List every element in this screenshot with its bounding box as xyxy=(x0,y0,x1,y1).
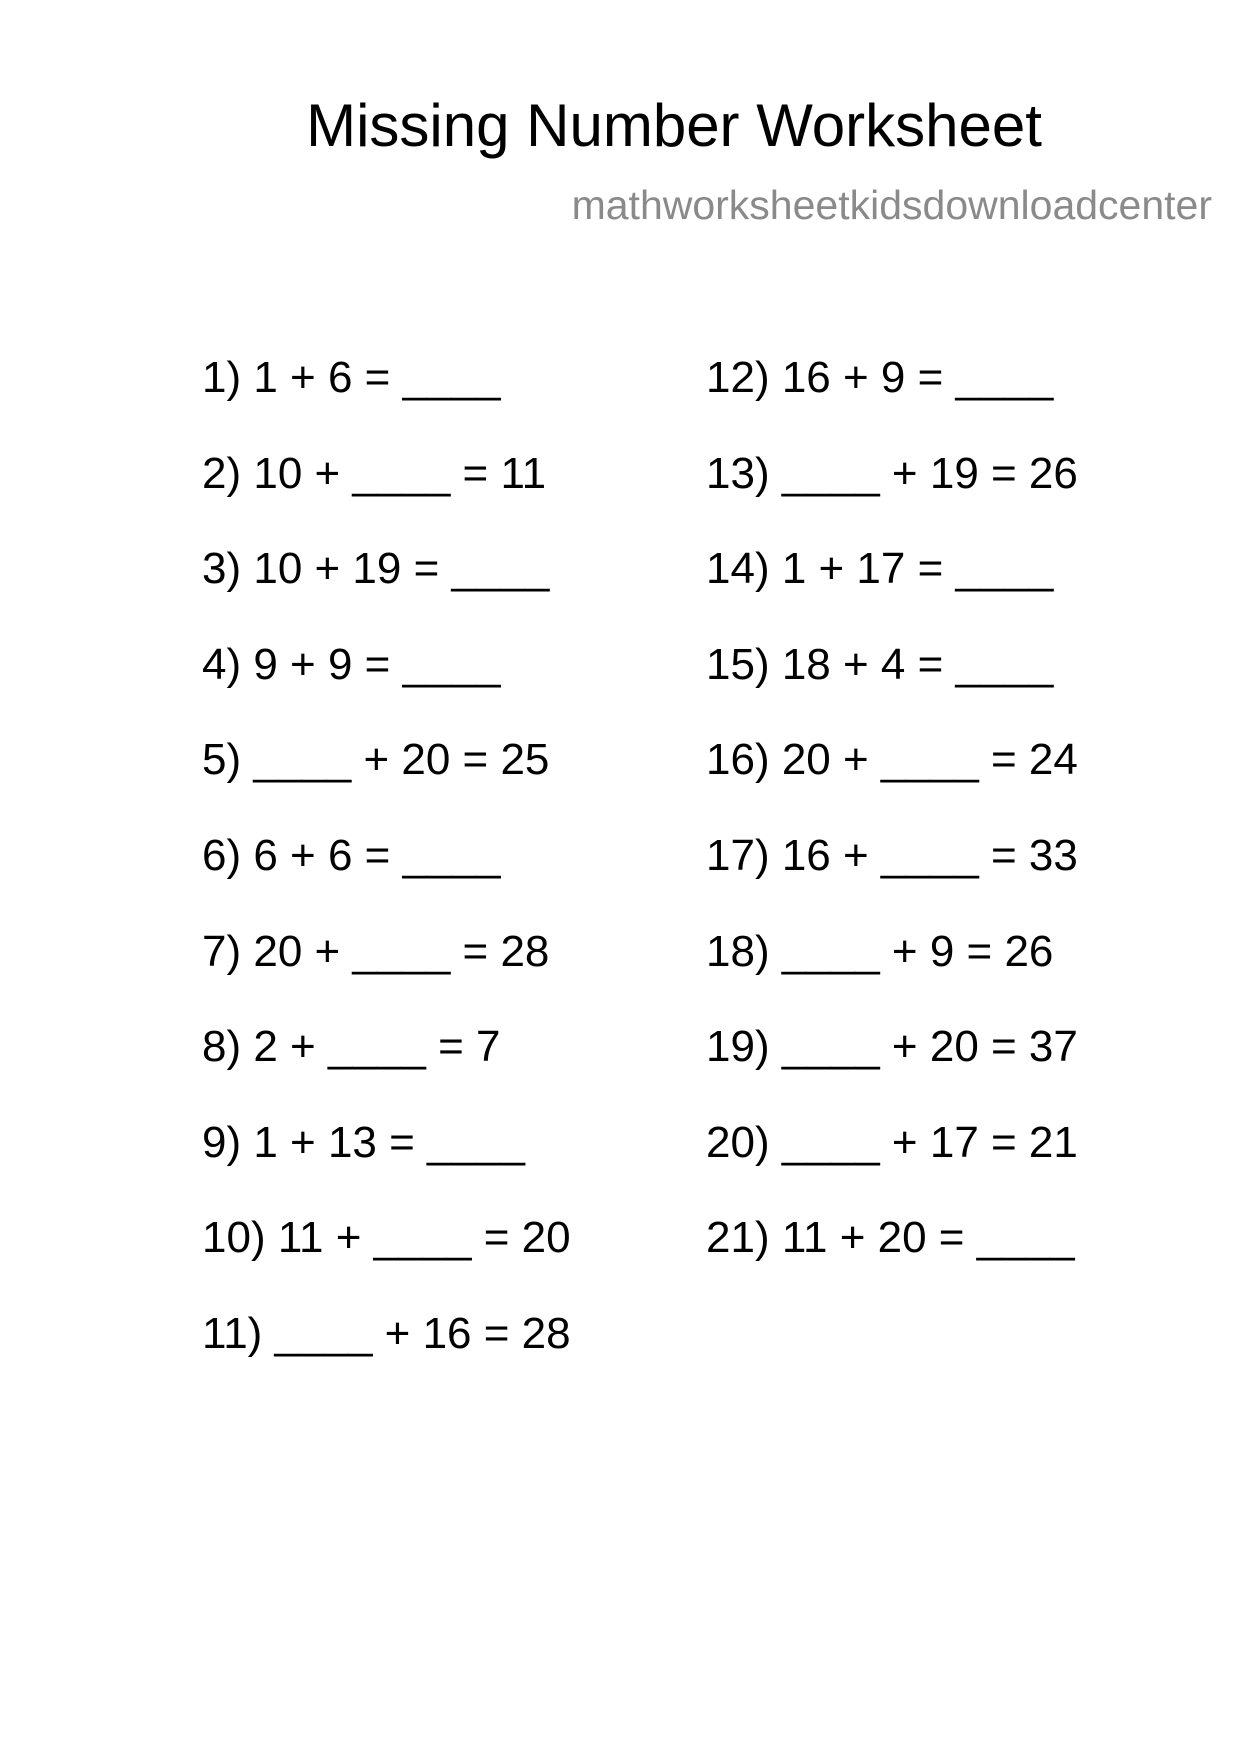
question: 4) 9 + 9 = ____ xyxy=(202,639,501,689)
question: 18) ____ + 9 = 26 xyxy=(706,926,1054,976)
question: 16) 20 + ____ = 24 xyxy=(706,735,1078,785)
right-question-column xyxy=(706,353,1078,1312)
question: 8) 2 + ____ = 7 xyxy=(202,1022,501,1072)
question: 17) 16 + ____ = 33 xyxy=(706,830,1078,880)
left-question-column xyxy=(202,353,571,1408)
question: 21) 11 + 20 = ____ xyxy=(706,1213,1075,1263)
question: 9) 1 + 13 = ____ xyxy=(202,1117,525,1167)
question: 5) ____ + 20 = 25 xyxy=(202,735,550,785)
question: 19) ____ + 20 = 37 xyxy=(706,1022,1078,1072)
question: 14) 1 + 17 = ____ xyxy=(706,544,1054,594)
question: 1) 1 + 6 = ____ xyxy=(202,353,501,402)
question: 20) ____ + 17 = 21 xyxy=(706,1117,1078,1167)
question: 6) 6 + 6 = ____ xyxy=(202,830,501,880)
worksheet-title: Missing Number Worksheet xyxy=(306,92,1042,159)
question: 15) 18 + 4 = ____ xyxy=(706,639,1054,689)
question: 7) 20 + ____ = 28 xyxy=(202,926,550,976)
question: 2) 10 + ____ = 11 xyxy=(202,448,547,498)
question: 3) 10 + 19 = ____ xyxy=(202,544,550,594)
question: 13) ____ + 19 = 26 xyxy=(706,448,1078,498)
question: 12) 16 + 9 = ____ xyxy=(706,353,1054,402)
question: 11) ____ + 16 = 28 xyxy=(202,1308,571,1358)
site-watermark: mathworksheetkidsdownloadcenter xyxy=(571,182,1212,228)
question: 10) 11 + ____ = 20 xyxy=(202,1213,571,1263)
